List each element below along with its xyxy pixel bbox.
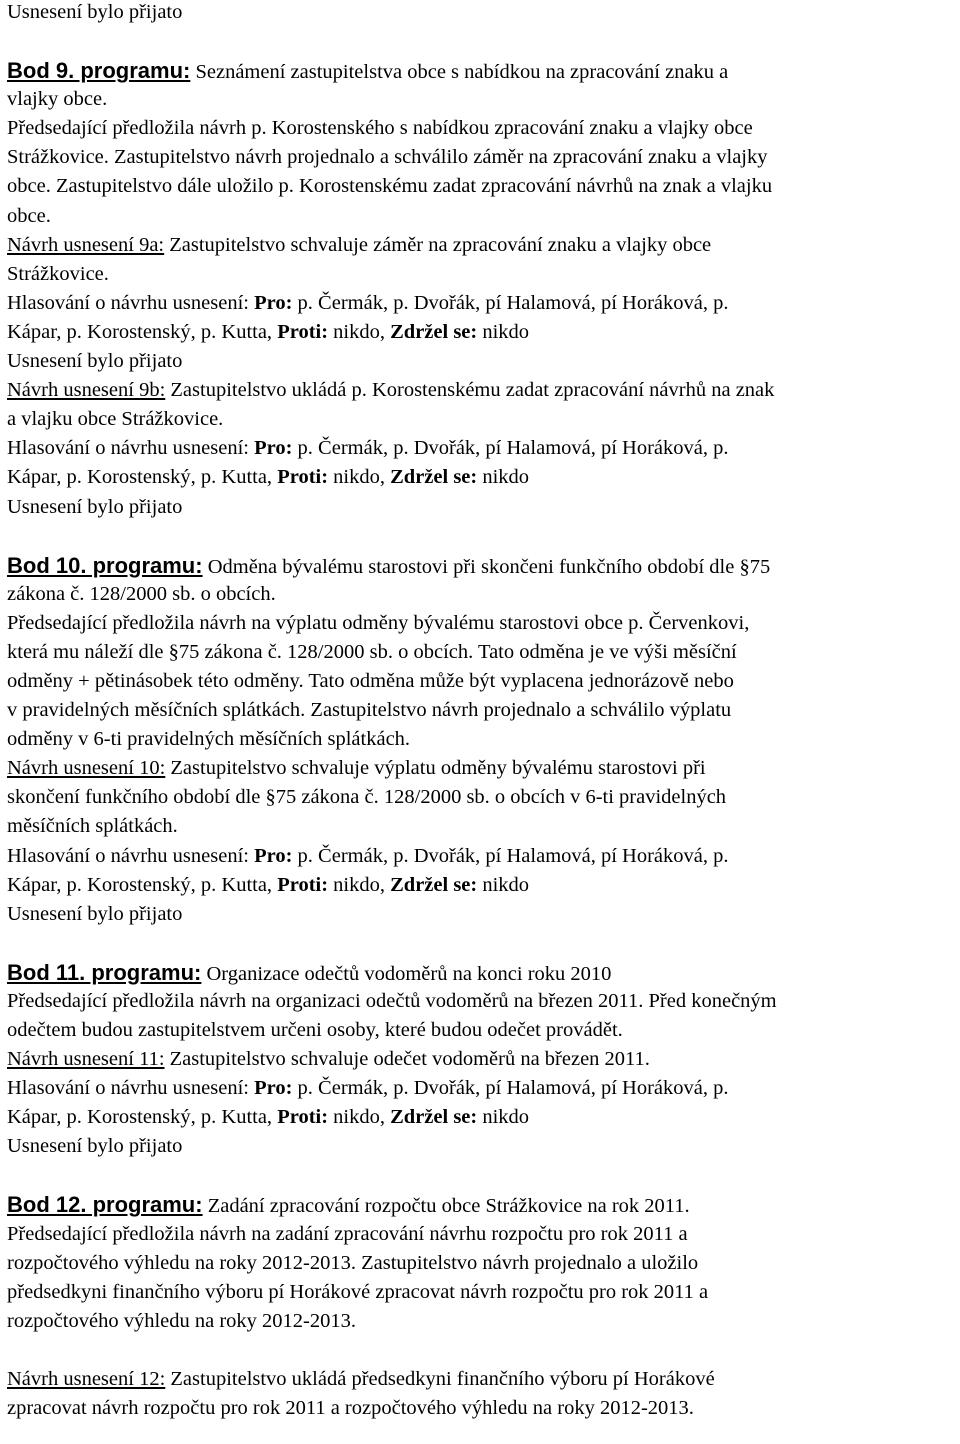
text-run: obce. Zastupitelstvo dále uložilo p. Korostenskému zadat zpracování návrhů na znak a vlajku: [7, 175, 773, 198]
text-run: Zastupitelstvo schvaluje odečet vodoměrů na březen 2011.: [164, 1048, 650, 1071]
resolution-label: Návrh usnesení 9a:: [7, 233, 165, 256]
text-run: Zastupitelstvo ukládá předsedkyni finančního výboru pí Horákové: [165, 1367, 715, 1390]
text-line: [7, 1394, 957, 1423]
text-line: [7, 783, 957, 812]
vote-label: Proti:: [277, 1106, 329, 1129]
vote-label: Proti:: [277, 466, 329, 489]
text-line: [7, 1016, 957, 1045]
text-run: p. Čermák, p. Dvořák, pí Halamová, pí Horáková, p.: [292, 437, 729, 460]
text-run: Kápar, p. Korostenský, p. Kutta,: [7, 873, 278, 896]
text-line: [7, 231, 957, 260]
text-line: [7, 667, 957, 696]
text-run: která mu náleží dle §75 zákona č. 128/2000 sb. o obcích. Tato odměna je ve výši měsíční: [7, 640, 737, 663]
text-line: [7, 434, 957, 463]
text-run: rozpočtového výhledu na roky 2012-2013. Zastupitelstvo návrh projednalo a uložilo: [7, 1251, 699, 1274]
text-line: [7, 987, 957, 1016]
text-line: [7, 0, 957, 27]
text-run: Kápar, p. Korostenský, p. Kutta,: [7, 1106, 278, 1129]
text-line: [7, 143, 957, 172]
text-line: [7, 1103, 957, 1132]
vote-label: Pro:: [254, 844, 293, 867]
text-run: skončení funkčního období dle §75 zákona č. 128/2000 sb. o obcích v 6-ti pravidelných: [7, 786, 727, 809]
text-line: [7, 347, 957, 376]
vote-label: Zdržel se:: [390, 873, 478, 896]
vote-label: Zdržel se:: [390, 1106, 478, 1129]
text-line: [7, 1190, 957, 1219]
document-page: [7, 0, 957, 1423]
text-run: rozpočtového výhledu na roky 2012-2013.: [7, 1309, 356, 1332]
text-run: nikdo,: [328, 466, 391, 489]
text-run: Seznámení zastupitelstva obce s nabídkou na zpracování znaku a: [190, 61, 729, 84]
text-run: obce.: [7, 204, 51, 227]
text-line: [7, 725, 957, 754]
text-line: [7, 493, 957, 522]
text-run: Odměna bývalému starostovi při skončeni funkčního období dle §75: [202, 555, 771, 578]
text-line: [7, 1307, 957, 1336]
vote-label: Pro:: [254, 291, 293, 314]
text-run: odměny v 6-ti pravidelných měsíčních splátkách.: [7, 728, 411, 751]
text-run: v pravidelných měsíčních splátkách. Zastupitelstvo návrh projednalo a schválilo výplatu: [7, 699, 732, 722]
blank-line: [7, 27, 957, 56]
text-line: [7, 172, 957, 201]
text-line: [7, 1365, 957, 1394]
text-line: [7, 1074, 957, 1103]
text-line: [7, 56, 957, 85]
text-run: nikdo: [477, 873, 530, 896]
text-line: [7, 318, 957, 347]
text-run: nikdo,: [328, 873, 391, 896]
text-run: Usnesení bylo přijato: [7, 495, 183, 518]
text-line: [7, 114, 957, 143]
text-line: [7, 463, 957, 492]
blank-line: [7, 929, 957, 958]
text-run: Kápar, p. Korostenský, p. Kutta,: [7, 466, 278, 489]
text-run: Předsedající předložila návrh p. Korostenského s nabídkou zpracování znaku a vlajky obce: [7, 117, 753, 140]
text-run: Zastupitelstvo ukládá p. Korostenskému zadat zpracování návrhů na znak: [165, 379, 775, 402]
text-run: Usnesení bylo přijato: [7, 1135, 183, 1158]
text-run: p. Čermák, p. Dvořák, pí Halamová, pí Horáková, p.: [292, 291, 729, 314]
text-run: nikdo: [477, 1106, 530, 1129]
text-run: Zadání zpracování rozpočtu obce Strážkovice na rok 2011.: [202, 1195, 690, 1218]
text-run: nikdo: [477, 466, 530, 489]
blank-line: [7, 1161, 957, 1190]
text-line: [7, 1220, 957, 1249]
text-line: [7, 871, 957, 900]
text-run: Zastupitelstvo schvaluje záměr na zpracování znaku a vlajky obce: [164, 233, 712, 256]
text-line: [7, 958, 957, 987]
text-line: [7, 260, 957, 289]
text-run: zpracovat návrh rozpočtu pro rok 2011 a rozpočtového výhledu na roky 2012-2013.: [7, 1397, 694, 1420]
text-run: Zastupitelstvo schvaluje výplatu odměny bývalému starostovi při: [165, 757, 706, 780]
resolution-label: Návrh usnesení 12:: [7, 1367, 166, 1390]
text-line: [7, 1249, 957, 1278]
vote-label: Pro:: [254, 437, 293, 460]
text-line: [7, 842, 957, 871]
text-run: nikdo: [477, 320, 530, 343]
text-line: [7, 376, 957, 405]
text-run: nikdo,: [328, 320, 391, 343]
agenda-item-heading: Bod 11. programu:: [7, 959, 202, 985]
text-line: [7, 696, 957, 725]
text-run: Usnesení bylo přijato: [7, 902, 183, 925]
text-run: Hlasování o návrhu usnesení:: [7, 1077, 255, 1100]
vote-label: Zdržel se:: [390, 466, 478, 489]
text-run: vlajky obce.: [7, 88, 108, 111]
text-line: [7, 1278, 957, 1307]
text-run: Hlasování o návrhu usnesení:: [7, 437, 255, 460]
text-run: Usnesení bylo přijato: [7, 350, 183, 373]
text-line: [7, 289, 957, 318]
text-line: [7, 609, 957, 638]
text-run: Kápar, p. Korostenský, p. Kutta,: [7, 320, 278, 343]
text-run: Organizace odečtů vodoměrů na konci roku 2010: [201, 962, 612, 985]
text-run: Předsedající předložila návrh na organizaci odečtů vodoměrů na březen 2011. Před konečným: [7, 989, 777, 1012]
vote-label: Zdržel se:: [390, 320, 478, 343]
resolution-label: Návrh usnesení 9b:: [7, 379, 166, 402]
vote-label: Proti:: [277, 320, 329, 343]
text-run: Předsedající předložila návrh na zadání zpracování návrhu rozpočtu pro rok 2011 a: [7, 1222, 688, 1245]
text-run: Předsedající předložila návrh na výplatu odměny bývalému starostovi obce p. Červenkovi,: [7, 611, 750, 634]
text-run: odměny + pětinásobek této odměny. Tato odměna může být vyplacena jednorázově nebo: [7, 669, 734, 692]
blank-line: [7, 522, 957, 551]
text-run: p. Čermák, p. Dvořák, pí Halamová, pí Horáková, p.: [292, 1077, 729, 1100]
text-line: [7, 580, 957, 609]
agenda-item-heading: Bod 9. programu:: [7, 58, 191, 84]
agenda-item-heading: Bod 10. programu:: [7, 552, 203, 578]
text-line: [7, 900, 957, 929]
text-line: [7, 85, 957, 114]
text-run: zákona č. 128/2000 sb. o obcích.: [7, 582, 276, 605]
text-run: p. Čermák, p. Dvořák, pí Halamová, pí Horáková, p.: [292, 844, 729, 867]
text-run: nikdo,: [328, 1106, 391, 1129]
text-run: Strážkovice.: [7, 262, 109, 285]
text-run: měsíčních splátkách.: [7, 815, 178, 838]
text-run: a vlajku obce Strážkovice.: [7, 408, 224, 431]
resolution-label: Návrh usnesení 10:: [7, 757, 166, 780]
resolution-label: Návrh usnesení 11:: [7, 1048, 165, 1071]
text-line: [7, 202, 957, 231]
text-run: Strážkovice. Zastupitelstvo návrh projednalo a schválilo záměr na zpracování znaku a vlajky: [7, 146, 768, 169]
text-line: [7, 405, 957, 434]
text-line: [7, 1045, 957, 1074]
text-run: Hlasování o návrhu usnesení:: [7, 291, 255, 314]
blank-line: [7, 1336, 957, 1365]
vote-label: Pro:: [254, 1077, 293, 1100]
text-run: Usnesení bylo přijato: [7, 1, 183, 23]
agenda-item-heading: Bod 12. programu:: [7, 1192, 203, 1218]
text-run: předsedkyni finančního výboru pí Horákové zpracovat návrh rozpočtu pro rok 2011 a: [7, 1280, 709, 1303]
text-line: [7, 551, 957, 580]
text-line: [7, 1132, 957, 1161]
text-run: Hlasování o návrhu usnesení:: [7, 844, 255, 867]
text-line: [7, 638, 957, 667]
vote-label: Proti:: [277, 873, 329, 896]
text-line: [7, 812, 957, 841]
text-line: [7, 754, 957, 783]
text-run: odečtem budou zastupitelstvem určeni osoby, které budou odečet provádět.: [7, 1019, 623, 1041]
